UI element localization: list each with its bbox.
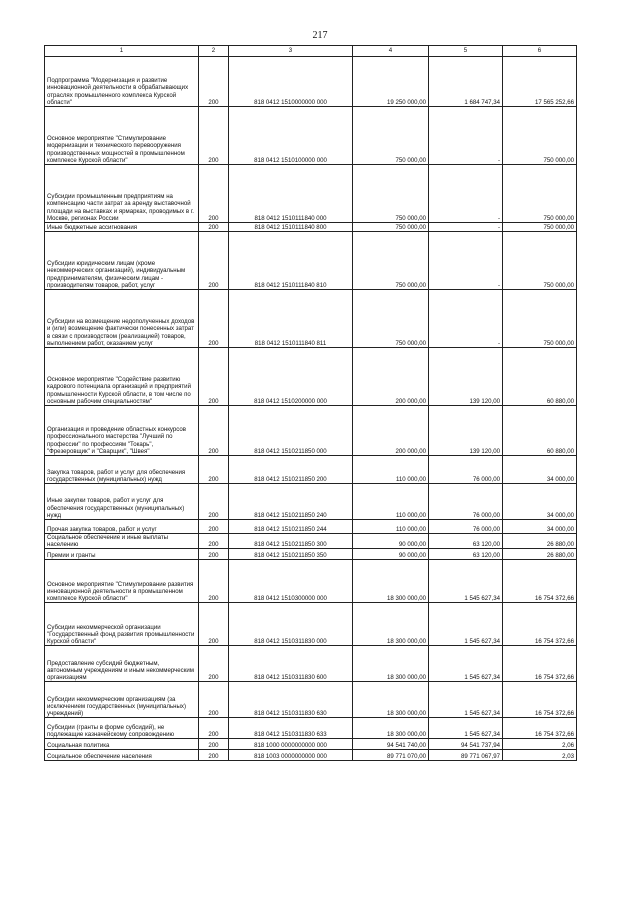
row-grbs-code: 200	[199, 406, 229, 456]
row-remaining-amount: 34 000,00	[503, 520, 577, 534]
row-budget-code: 818 0412 1510311830 630	[229, 682, 353, 718]
row-name: Основное мероприятие "Содействие развитию кадрового потенциала организаций и предприятий промышленности Курской области, в том числе по основным рабочим специальностям"	[45, 348, 199, 406]
row-grbs-code: 200	[199, 750, 229, 761]
table-row	[45, 682, 577, 718]
row-budget-code: 818 0412 1510300000 000	[229, 560, 353, 603]
row-approved-amount: 89 771 070,00	[353, 750, 429, 761]
row-remaining-amount: 750 000,00	[503, 165, 577, 223]
row-budget-code: 818 0412 1510311830 633	[229, 718, 353, 739]
row-executed-amount: 63 120,00	[429, 549, 503, 560]
row-budget-code: 818 0412 1510211850 244	[229, 520, 353, 534]
row-remaining-amount: 2,06	[503, 739, 577, 750]
row-remaining-amount: 16 754 372,66	[503, 718, 577, 739]
table-row	[45, 549, 577, 560]
row-executed-amount: 1 545 627,34	[429, 603, 503, 646]
row-remaining-amount: 26 880,00	[503, 534, 577, 549]
row-grbs-code: 200	[199, 739, 229, 750]
header-col-2: 2	[199, 46, 229, 57]
row-grbs-code: 200	[199, 484, 229, 520]
row-approved-amount: 750 000,00	[353, 232, 429, 290]
row-budget-code: 818 0412 1510111840 811	[229, 290, 353, 348]
row-budget-code: 818 0412 1510200000 000	[229, 348, 353, 406]
row-name: Субсидии на возмещение недополученных доходов и (или) возмещение фактически понесенных затрат в связи с производством (реализацией) товаров, выполнением работ, оказанием услуг	[45, 290, 199, 348]
row-approved-amount: 750 000,00	[353, 223, 429, 232]
row-budget-code: 818 0412 1510111840 000	[229, 165, 353, 223]
table-row	[45, 534, 577, 549]
row-grbs-code: 200	[199, 646, 229, 682]
table-row	[45, 603, 577, 646]
table-row	[45, 718, 577, 739]
row-executed-amount: 76 000,00	[429, 484, 503, 520]
row-name: Социальное обеспечение населения	[45, 750, 199, 761]
row-budget-code: 818 0412 1510211850 300	[229, 534, 353, 549]
row-remaining-amount: 16 754 372,66	[503, 560, 577, 603]
row-name: Премии и гранты	[45, 549, 199, 560]
row-budget-code: 818 0412 1510211850 350	[229, 549, 353, 560]
row-remaining-amount: 34 000,00	[503, 484, 577, 520]
row-approved-amount: 200 000,00	[353, 406, 429, 456]
header-col-5: 5	[429, 46, 503, 57]
row-remaining-amount: 16 754 372,66	[503, 682, 577, 718]
row-executed-amount: -	[429, 165, 503, 223]
row-executed-amount: -	[429, 107, 503, 165]
row-grbs-code: 200	[199, 520, 229, 534]
row-approved-amount: 750 000,00	[353, 107, 429, 165]
row-name: Основное мероприятие "Стимулирование развития инновационной деятельности в промышленном комплексе Курской области"	[45, 560, 199, 603]
row-executed-amount: 1 545 627,34	[429, 718, 503, 739]
row-budget-code: 818 1003 0000000000 000	[229, 750, 353, 761]
table-row	[45, 223, 577, 232]
row-approved-amount: 18 300 000,00	[353, 646, 429, 682]
row-executed-amount: 139 120,00	[429, 406, 503, 456]
row-remaining-amount: 750 000,00	[503, 290, 577, 348]
row-budget-code: 818 1000 0000000000 000	[229, 739, 353, 750]
row-executed-amount: 76 000,00	[429, 520, 503, 534]
row-remaining-amount: 750 000,00	[503, 107, 577, 165]
row-approved-amount: 200 000,00	[353, 348, 429, 406]
row-budget-code: 818 0412 1510000000 000	[229, 57, 353, 107]
row-name: Субсидии некоммерческим организациям (за исключением государственных (муниципальных) учреждений)	[45, 682, 199, 718]
table-row	[45, 165, 577, 223]
row-executed-amount: 94 541 737,94	[429, 739, 503, 750]
row-grbs-code: 200	[199, 165, 229, 223]
row-remaining-amount: 60 880,00	[503, 348, 577, 406]
table-row	[45, 406, 577, 456]
row-name: Социальная политика	[45, 739, 199, 750]
row-name: Прочая закупка товаров, работ и услуг	[45, 520, 199, 534]
row-remaining-amount: 750 000,00	[503, 223, 577, 232]
row-name: Закупка товаров, работ и услуг для обеспечения государственных (муниципальных) нужд	[45, 456, 199, 484]
row-grbs-code: 200	[199, 107, 229, 165]
table-row	[45, 750, 577, 761]
row-grbs-code: 200	[199, 348, 229, 406]
table-row	[45, 739, 577, 750]
row-name: Иные бюджетные ассигнования	[45, 223, 199, 232]
header-col-6: 6	[503, 46, 577, 57]
row-approved-amount: 110 000,00	[353, 520, 429, 534]
row-executed-amount: -	[429, 232, 503, 290]
row-approved-amount: 90 000,00	[353, 549, 429, 560]
row-approved-amount: 90 000,00	[353, 534, 429, 549]
row-grbs-code: 200	[199, 456, 229, 484]
row-name: Субсидии юридическим лицам (кроме некоммерческих организаций), индивидуальным предпринимателям, физическим лицам - производителям товаров, работ, услуг	[45, 232, 199, 290]
row-budget-code: 818 0412 1510100000 000	[229, 107, 353, 165]
row-budget-code: 818 0412 1510211850 240	[229, 484, 353, 520]
row-executed-amount: 1 545 627,34	[429, 646, 503, 682]
row-budget-code: 818 0412 1510211850 200	[229, 456, 353, 484]
row-remaining-amount: 34 000,00	[503, 456, 577, 484]
row-approved-amount: 19 250 000,00	[353, 57, 429, 107]
row-remaining-amount: 750 000,00	[503, 232, 577, 290]
row-name: Организация и проведение областных конкурсов профессионального мастерства "Лучший по профессии" по профессиям "Токарь", "Фрезеровщик" и "Сварщик", "Швея"	[45, 406, 199, 456]
row-approved-amount: 94 541 740,00	[353, 739, 429, 750]
row-executed-amount: -	[429, 290, 503, 348]
row-executed-amount: 1 684 747,34	[429, 57, 503, 107]
header-col-1: 1	[45, 46, 199, 57]
table-row	[45, 560, 577, 603]
row-approved-amount: 18 300 000,00	[353, 718, 429, 739]
row-remaining-amount: 16 754 372,66	[503, 603, 577, 646]
header-col-4: 4	[353, 46, 429, 57]
row-approved-amount: 18 300 000,00	[353, 603, 429, 646]
row-approved-amount: 750 000,00	[353, 165, 429, 223]
table-row	[45, 57, 577, 107]
row-approved-amount: 110 000,00	[353, 456, 429, 484]
table-header-row	[45, 46, 577, 57]
row-budget-code: 818 0412 1510311830 000	[229, 603, 353, 646]
row-executed-amount: 1 545 627,34	[429, 682, 503, 718]
row-budget-code: 818 0412 1510211850 000	[229, 406, 353, 456]
row-approved-amount: 18 300 000,00	[353, 682, 429, 718]
row-approved-amount: 18 300 000,00	[353, 560, 429, 603]
row-approved-amount: 110 000,00	[353, 484, 429, 520]
page-number: 217	[312, 30, 328, 41]
row-executed-amount: 76 000,00	[429, 456, 503, 484]
row-grbs-code: 200	[199, 57, 229, 107]
row-grbs-code: 200	[199, 534, 229, 549]
row-name: Социальное обеспечение и иные выплаты населению	[45, 534, 199, 549]
row-approved-amount: 750 000,00	[353, 290, 429, 348]
row-name: Субсидии промышленным предприятиям на компенсацию части затрат за аренду выставочной площади на выставках и ярмарках, проводимых в г. Москве, регионах России	[45, 165, 199, 223]
table-row	[45, 107, 577, 165]
row-grbs-code: 200	[199, 718, 229, 739]
table-row	[45, 456, 577, 484]
table-row	[45, 232, 577, 290]
row-grbs-code: 200	[199, 603, 229, 646]
row-grbs-code: 200	[199, 232, 229, 290]
row-grbs-code: 200	[199, 549, 229, 560]
table-row	[45, 520, 577, 534]
row-grbs-code: 200	[199, 290, 229, 348]
row-budget-code: 818 0412 1510311830 600	[229, 646, 353, 682]
row-executed-amount: -	[429, 223, 503, 232]
row-executed-amount: 63 120,00	[429, 534, 503, 549]
header-col-3: 3	[229, 46, 353, 57]
row-executed-amount: 139 120,00	[429, 348, 503, 406]
table-row	[45, 290, 577, 348]
row-executed-amount: 1 545 627,34	[429, 560, 503, 603]
table-row	[45, 348, 577, 406]
row-budget-code: 818 0412 1510111840 810	[229, 232, 353, 290]
row-grbs-code: 200	[199, 223, 229, 232]
budget-execution-table	[44, 45, 577, 761]
row-remaining-amount: 17 565 252,66	[503, 57, 577, 107]
row-executed-amount: 89 771 067,97	[429, 750, 503, 761]
row-grbs-code: 200	[199, 560, 229, 603]
row-budget-code: 818 0412 1510111840 800	[229, 223, 353, 232]
row-grbs-code: 200	[199, 682, 229, 718]
row-remaining-amount: 26 880,00	[503, 549, 577, 560]
row-name: Иные закупки товаров, работ и услуг для обеспечения государственных (муниципальных) нужд	[45, 484, 199, 520]
row-name: Субсидии некоммерческой организации "Государственный фонд развития промышленности Курской области"	[45, 603, 199, 646]
row-name: Основное мероприятие "Стимулирование модернизации и технического перевооружения производственных мощностей в промышленном комплексе Курской области"	[45, 107, 199, 165]
row-remaining-amount: 2,03	[503, 750, 577, 761]
row-remaining-amount: 16 754 372,66	[503, 646, 577, 682]
row-name: Предоставление субсидий бюджетным, автономным учреждениям и иным некоммерческим организациям	[45, 646, 199, 682]
row-remaining-amount: 60 880,00	[503, 406, 577, 456]
row-name: Субсидии (гранты в форме субсидий), не подлежащие казначейскому сопровождению	[45, 718, 199, 739]
row-name: Подпрограмма "Модернизация и развитие инновационной деятельности в обрабатывающих отраслях промышленного комплекса Курской области"	[45, 57, 199, 107]
table-row	[45, 484, 577, 520]
table-row	[45, 646, 577, 682]
